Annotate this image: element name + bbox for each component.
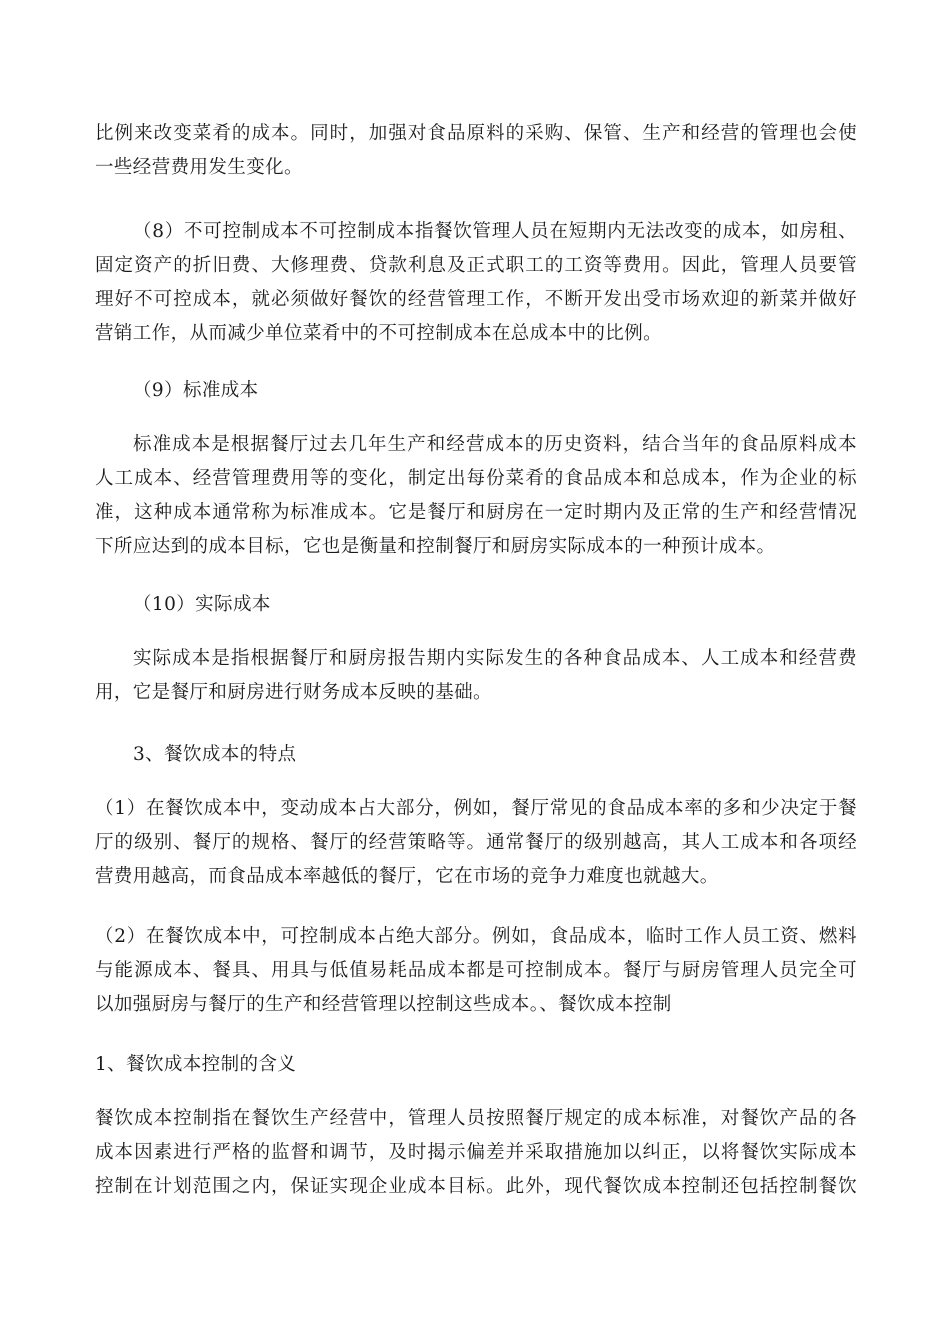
text-line: 下所应达到的成本目标，它也是衡量和控制餐厅和厨房实际成本的一种预计成本。 (95, 536, 776, 557)
paragraph (95, 1102, 857, 1204)
paragraph (95, 215, 857, 351)
section-heading (95, 588, 857, 622)
text-line: 理好不可控成本，就必须做好餐饮的经营管理工作，不断开发出受市场欢迎的新菜并做好 (95, 289, 857, 310)
text-line: 餐饮成本控制指在餐饮生产经营中，管理人员按照餐厅规定的成本标准，对餐饮产品的各 (95, 1108, 857, 1129)
text-line: 成本因素进行严格的监督和调节，及时揭示偏差并采取措施加以纠正，以将餐饮实际成本 (95, 1142, 857, 1163)
text-line: 营销工作，从而减少单位菜肴中的不可控制成本在总成本中的比例。 (95, 323, 663, 344)
text-line: 3、餐饮成本的特点 (133, 744, 297, 765)
text-line: 与能源成本、餐具、用具与低值易耗品成本都是可控制成本。餐厅与厨房管理人员完全可 (95, 960, 857, 981)
text-line: 准，这种成本通常称为标准成本。它是餐厅和厨房在一定时期内及正常的生产和经营情况 (95, 502, 857, 523)
text-line: 固定资产的折旧费、大修理费、贷款利息及正式职工的工资等费用。因此，管理人员要管 (95, 255, 857, 276)
text-line: 用，它是餐厅和厨房进行财务成本反映的基础。 (95, 682, 492, 703)
paragraph (95, 428, 857, 564)
text-line: （8）不可控制成本不可控制成本指餐饮管理人员在短期内无法改变的成本，如房租、 (133, 221, 857, 242)
text-line: （9）标准成本 (133, 380, 259, 401)
text-line: 以加强厨房与餐厅的生产和经营管理以控制这些成本。、餐饮成本控制 (95, 994, 672, 1015)
text-line: 人工成本、经营管理费用等的变化，制定出每份菜肴的食品成本和总成本，作为企业的标 (95, 468, 857, 489)
text-line: 厅的级别、餐厅的规格、餐厅的经营策略等。通常餐厅的级别越高，其人工成本和各项经 (95, 832, 857, 853)
paragraph (95, 920, 857, 1022)
text-line: （2）在餐饮成本中，可控制成本占绝大部分。例如，食品成本，临时工作人员工资、燃料 (95, 926, 857, 947)
paragraph (95, 642, 857, 710)
text-line: 营费用越高，而食品成本率越低的餐厅，它在市场的竞争力难度也就越大。 (95, 866, 719, 887)
text-line: 一些经营费用发生变化。 (95, 157, 303, 178)
section-heading (95, 738, 857, 772)
section-heading (95, 374, 857, 408)
text-line: 控制在计划范围之内，保证实现企业成本目标。此外，现代餐饮成本控制还包括控制餐饮 (95, 1176, 857, 1197)
section-heading (95, 1048, 857, 1082)
text-line: 1、餐饮成本控制的含义 (95, 1054, 297, 1075)
paragraph (95, 792, 857, 894)
text-line: 实际成本是指根据餐厅和厨房报告期内实际发生的各种食品成本、人工成本和经营费 (133, 648, 857, 669)
text-line: （10）实际成本 (133, 594, 271, 615)
text-line: （1）在餐饮成本中，变动成本占大部分，例如，餐厅常见的食品成本率的多和少决定于餐 (95, 798, 857, 819)
text-line: 标准成本是根据餐厅过去几年生产和经营成本的历史资料，结合当年的食品原料成本 (133, 434, 857, 455)
paragraph (95, 117, 857, 185)
text-line: 比例来改变菜肴的成本。同时，加强对食品原料的采购、保管、生产和经营的管理也会使 (95, 123, 857, 144)
